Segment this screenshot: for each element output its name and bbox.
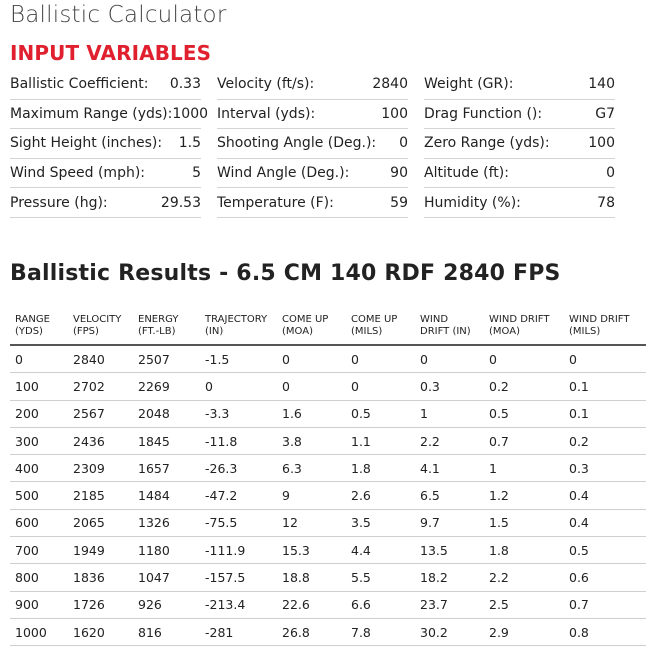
input-label: Sight Height (inches): <box>10 135 163 152</box>
table-cell: 12 <box>277 509 346 536</box>
table-cell: 1949 <box>68 537 133 564</box>
input-label: Interval (yds): <box>217 105 316 122</box>
table-cell: 0.5 <box>346 400 415 427</box>
table-cell: 6.6 <box>346 591 415 618</box>
table-cell: 18.2 <box>415 564 484 591</box>
input-row <box>10 100 615 130</box>
input-field-sight-height-inches[interactable] <box>10 129 201 159</box>
results-heading: Ballistic Results - 6.5 CM 140 RDF 2840 FPS <box>10 261 561 286</box>
table-cell: 4.4 <box>346 537 415 564</box>
table-cell: 1047 <box>133 564 200 591</box>
column-header-line: (MILS) <box>569 326 601 337</box>
table-row <box>10 537 646 564</box>
table-cell: 23.7 <box>415 591 484 618</box>
table-cell: 0.7 <box>484 427 564 454</box>
table-cell: 100 <box>10 373 68 400</box>
table-cell: 1 <box>415 400 484 427</box>
table-cell: 0 <box>415 345 484 373</box>
table-cell: 18.8 <box>277 564 346 591</box>
table-row <box>10 400 646 427</box>
input-field-wind-speed-mph[interactable] <box>10 159 201 189</box>
table-cell: 2567 <box>68 400 133 427</box>
table-cell: 1 <box>484 455 564 482</box>
column-header <box>200 312 277 345</box>
results-table-body <box>10 345 646 646</box>
table-cell: 2309 <box>68 455 133 482</box>
table-cell: 26.8 <box>277 618 346 645</box>
input-value[interactable]: 90 <box>390 165 408 182</box>
table-cell: 0 <box>346 373 415 400</box>
table-cell: 0 <box>346 345 415 373</box>
table-row <box>10 373 646 400</box>
table-row <box>10 455 646 482</box>
input-value[interactable]: 140 <box>588 76 615 93</box>
table-cell: 2436 <box>68 427 133 454</box>
table-cell: -3.3 <box>200 400 277 427</box>
input-value[interactable]: 0.33 <box>169 76 201 93</box>
table-cell: 0.4 <box>564 509 646 536</box>
table-cell: 1180 <box>133 537 200 564</box>
table-cell: 4.1 <box>415 455 484 482</box>
input-field-drag-function[interactable] <box>424 100 615 130</box>
input-field-weight-gr[interactable] <box>424 70 615 100</box>
column-header-line: (MILS) <box>351 326 383 337</box>
table-cell: 1326 <box>133 509 200 536</box>
table-cell: 1.1 <box>346 427 415 454</box>
column-header-line: COME UP <box>282 314 329 325</box>
table-cell: 200 <box>10 400 68 427</box>
input-field-interval-yds[interactable] <box>217 100 408 130</box>
table-row <box>10 618 646 645</box>
input-variables-heading: INPUT VARIABLES <box>10 41 212 65</box>
table-cell: 0.1 <box>564 373 646 400</box>
table-cell: 9 <box>277 482 346 509</box>
table-cell: 1.8 <box>484 537 564 564</box>
table-cell: 2.2 <box>415 427 484 454</box>
input-value[interactable]: 0 <box>399 135 408 152</box>
table-cell: 0.4 <box>564 482 646 509</box>
table-cell: -111.9 <box>200 537 277 564</box>
input-label: Velocity (ft/s): <box>217 76 315 93</box>
input-label: Wind Angle (Deg.): <box>217 165 350 182</box>
table-cell: 1.5 <box>484 509 564 536</box>
table-cell: 0 <box>200 373 277 400</box>
column-header <box>415 312 484 345</box>
table-cell: 1000 <box>10 618 68 645</box>
column-header-line: (MOA) <box>282 326 313 337</box>
results-table <box>10 312 646 646</box>
input-value[interactable]: 100 <box>588 135 615 152</box>
table-cell: -157.5 <box>200 564 277 591</box>
input-label: Shooting Angle (Deg.): <box>217 135 377 152</box>
input-label: Temperature (F): <box>217 194 334 211</box>
table-row <box>10 345 646 373</box>
table-cell: 0.8 <box>564 618 646 645</box>
input-label: Maximum Range (yds): <box>10 105 173 122</box>
column-header-line: (FPS) <box>73 326 99 337</box>
column-header-line: COME UP <box>351 314 398 325</box>
table-cell: 0.5 <box>484 400 564 427</box>
table-cell: 2.2 <box>484 564 564 591</box>
input-field-maximum-range-yds[interactable] <box>10 100 209 130</box>
input-label: Ballistic Coefficient: <box>10 76 149 93</box>
table-cell: 2.9 <box>484 618 564 645</box>
input-value[interactable]: 5 <box>192 165 201 182</box>
input-field-humidity[interactable] <box>424 188 615 218</box>
table-cell: 0.2 <box>564 427 646 454</box>
table-row <box>10 564 646 591</box>
table-cell: -1.5 <box>200 345 277 373</box>
table-cell: 2840 <box>68 345 133 373</box>
table-cell: 30.2 <box>415 618 484 645</box>
table-cell: 6.5 <box>415 482 484 509</box>
table-cell: 500 <box>10 482 68 509</box>
column-header <box>346 312 415 345</box>
table-cell: -281 <box>200 618 277 645</box>
table-cell: 3.5 <box>346 509 415 536</box>
column-header-line: (YDS) <box>15 326 43 337</box>
input-field-temperature-f[interactable] <box>217 188 408 218</box>
table-cell: 0.1 <box>564 400 646 427</box>
input-value[interactable]: 59 <box>390 194 408 211</box>
input-field-wind-angle-deg[interactable] <box>217 159 408 189</box>
input-label: Pressure (hg): <box>10 194 108 211</box>
table-cell: 0.3 <box>564 455 646 482</box>
table-cell: 0.2 <box>484 373 564 400</box>
table-cell: 800 <box>10 564 68 591</box>
input-label: Zero Range (yds): <box>424 135 550 152</box>
table-cell: 0.6 <box>564 564 646 591</box>
column-header <box>68 312 133 345</box>
table-cell: 1836 <box>68 564 133 591</box>
input-field-zero-range-yds[interactable] <box>424 129 615 159</box>
table-cell: 15.3 <box>277 537 346 564</box>
column-header <box>10 312 68 345</box>
column-header-line: (MOA) <box>489 326 520 337</box>
table-cell: 900 <box>10 591 68 618</box>
column-header-line: RANGE <box>15 314 50 325</box>
table-cell: 1.8 <box>346 455 415 482</box>
input-row <box>10 70 615 100</box>
results-header-row <box>10 312 646 345</box>
table-cell: 2185 <box>68 482 133 509</box>
input-value[interactable]: 29.53 <box>160 194 201 211</box>
input-value[interactable]: 0 <box>606 165 615 182</box>
table-cell: 0 <box>10 345 68 373</box>
input-label: Altitude (ft): <box>424 165 509 182</box>
column-header-line: WIND DRIFT <box>569 314 630 325</box>
input-label: Wind Speed (mph): <box>10 165 146 182</box>
table-cell: 1657 <box>133 455 200 482</box>
table-row <box>10 591 646 618</box>
input-value[interactable]: 2840 <box>372 76 408 93</box>
input-variables-grid <box>10 70 615 218</box>
table-cell: 13.5 <box>415 537 484 564</box>
input-field-velocity-ft-s[interactable] <box>217 70 408 100</box>
column-header <box>484 312 564 345</box>
table-cell: -11.8 <box>200 427 277 454</box>
table-cell: 6.3 <box>277 455 346 482</box>
table-cell: 816 <box>133 618 200 645</box>
table-cell: 0.5 <box>564 537 646 564</box>
table-cell: 700 <box>10 537 68 564</box>
table-cell: -26.3 <box>200 455 277 482</box>
column-header-line: TRAJECTORY <box>205 314 268 325</box>
table-cell: 0.3 <box>415 373 484 400</box>
column-header-line: WIND <box>420 314 449 325</box>
input-value[interactable]: G7 <box>595 105 615 122</box>
table-cell: 2.5 <box>484 591 564 618</box>
table-cell: 0.7 <box>564 591 646 618</box>
table-row <box>10 482 646 509</box>
table-cell: 9.7 <box>415 509 484 536</box>
table-cell: 1845 <box>133 427 200 454</box>
input-label: Humidity (%): <box>424 194 521 211</box>
column-header-line: VELOCITY <box>73 314 122 325</box>
table-cell: 2.6 <box>346 482 415 509</box>
page-title: Ballistic Calculator <box>10 2 227 28</box>
column-header <box>564 312 646 345</box>
column-header-line: (IN) <box>205 326 224 337</box>
input-field-pressure-hg[interactable] <box>10 188 201 218</box>
input-value[interactable]: 1000 <box>172 105 209 122</box>
table-cell: 3.8 <box>277 427 346 454</box>
table-cell: 0 <box>564 345 646 373</box>
input-field-altitude-ft[interactable] <box>424 159 615 189</box>
table-cell: 1726 <box>68 591 133 618</box>
table-cell: -213.4 <box>200 591 277 618</box>
input-label: Weight (GR): <box>424 76 514 93</box>
table-cell: 0 <box>277 345 346 373</box>
column-header <box>277 312 346 345</box>
results-table-header <box>10 312 646 345</box>
column-header <box>133 312 200 345</box>
table-cell: 1484 <box>133 482 200 509</box>
table-cell: 2269 <box>133 373 200 400</box>
table-row <box>10 427 646 454</box>
input-field-ballistic-coefficient[interactable] <box>10 70 201 100</box>
input-value[interactable]: 1.5 <box>178 135 201 152</box>
table-cell: 0 <box>484 345 564 373</box>
table-cell: 300 <box>10 427 68 454</box>
table-cell: 2048 <box>133 400 200 427</box>
table-cell: 600 <box>10 509 68 536</box>
input-label: Drag Function (): <box>424 105 543 122</box>
input-value[interactable]: 78 <box>597 194 615 211</box>
table-cell: 5.5 <box>346 564 415 591</box>
column-header-line: WIND DRIFT <box>489 314 550 325</box>
table-cell: 1620 <box>68 618 133 645</box>
table-cell: -75.5 <box>200 509 277 536</box>
table-cell: 926 <box>133 591 200 618</box>
table-cell: 7.8 <box>346 618 415 645</box>
column-header-line: DRIFT (IN) <box>420 326 471 337</box>
table-cell: 2507 <box>133 345 200 373</box>
table-cell: 22.6 <box>277 591 346 618</box>
table-row <box>10 509 646 536</box>
input-row <box>10 129 615 159</box>
column-header-line: ENERGY <box>138 314 179 325</box>
table-cell: 2702 <box>68 373 133 400</box>
table-cell: 1.2 <box>484 482 564 509</box>
table-cell: 0 <box>277 373 346 400</box>
input-row <box>10 159 615 189</box>
table-cell: 2065 <box>68 509 133 536</box>
input-value[interactable]: 100 <box>381 105 408 122</box>
table-cell: 1.6 <box>277 400 346 427</box>
column-header-line: (FT.-LB) <box>138 326 176 337</box>
table-cell: -47.2 <box>200 482 277 509</box>
input-row <box>10 188 615 218</box>
input-field-shooting-angle-deg[interactable] <box>217 129 408 159</box>
table-cell: 400 <box>10 455 68 482</box>
